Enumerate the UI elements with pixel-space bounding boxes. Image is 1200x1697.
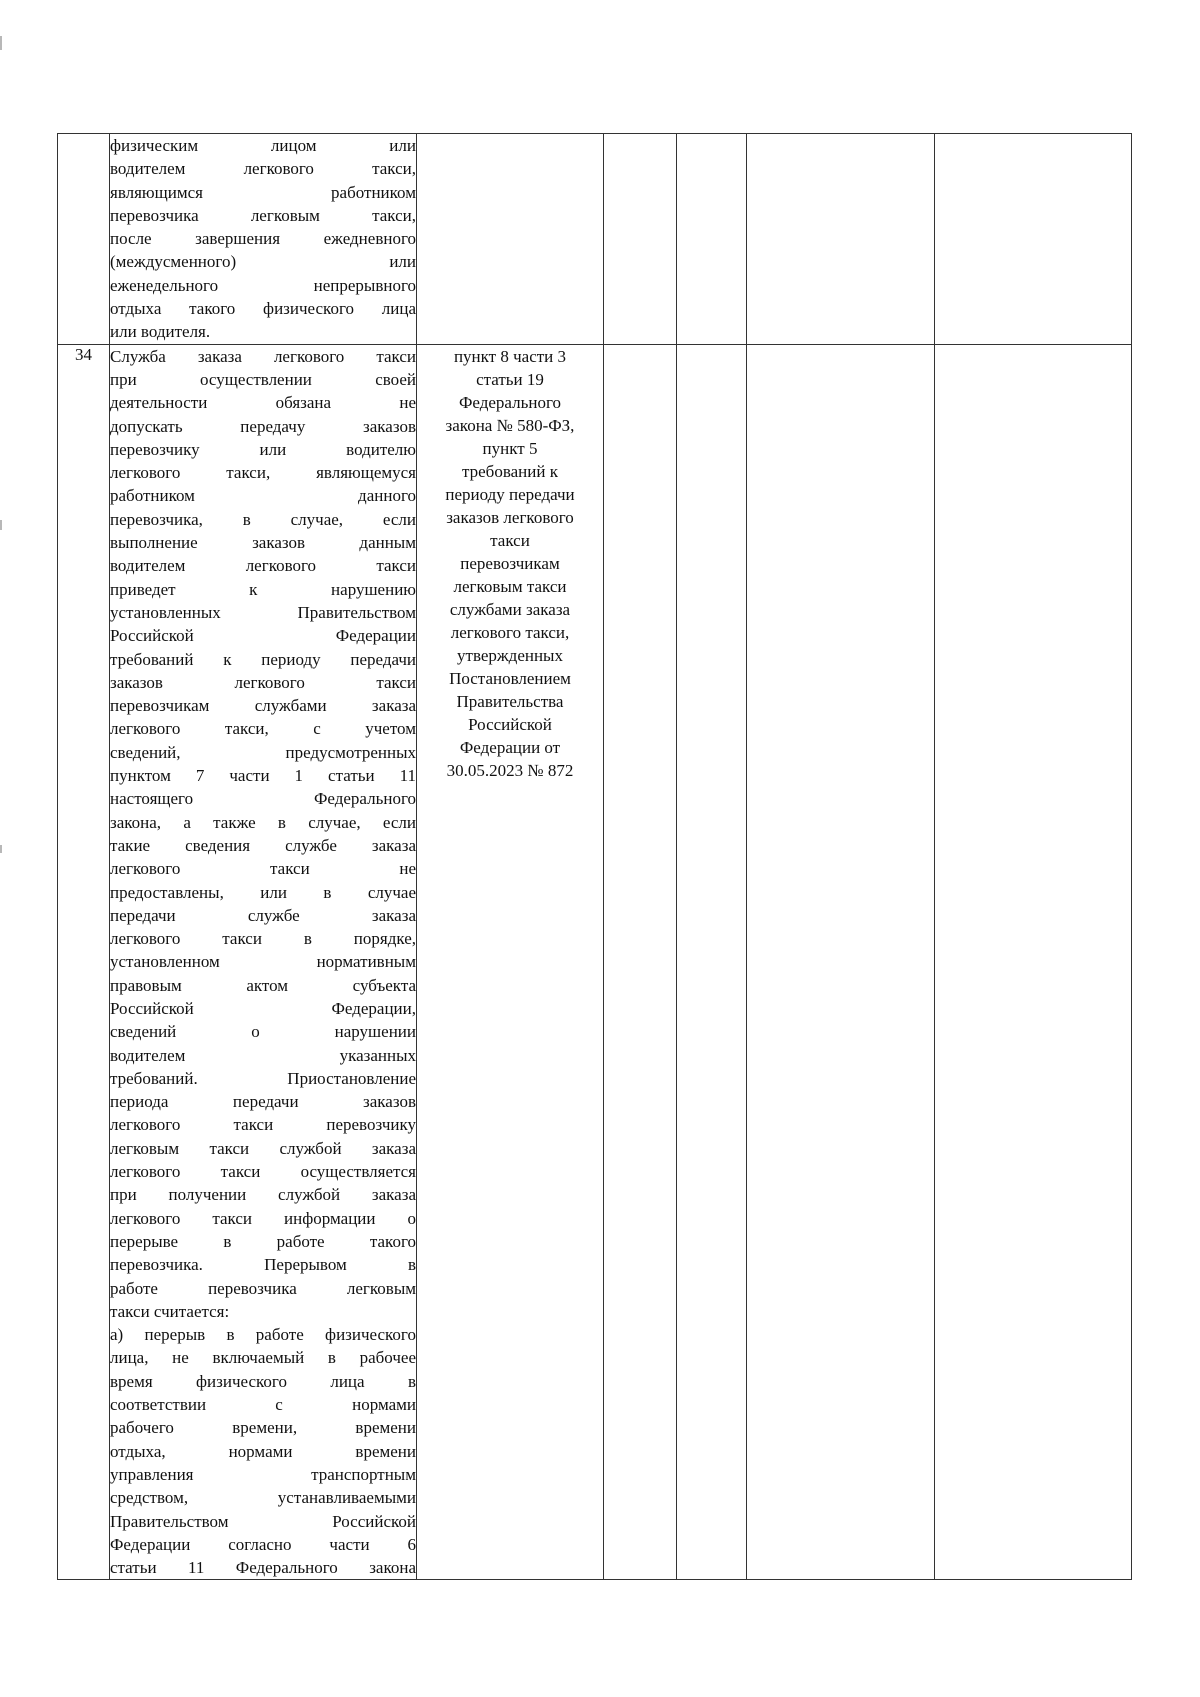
requirement-text-line: легковым такси службой заказа bbox=[110, 1138, 416, 1158]
requirement-text-line: водителем легкового такси, bbox=[110, 159, 416, 179]
legal-basis-cell bbox=[417, 344, 604, 1580]
legal-basis-text-line: заказов легкового bbox=[446, 507, 574, 527]
requirement-text-line: требований к периоду передачи bbox=[110, 649, 416, 669]
empty-cell bbox=[747, 134, 935, 345]
requirement-text-line: или водителя. bbox=[110, 322, 211, 342]
requirement-text-line: перевозчика легковым такси, bbox=[110, 205, 416, 225]
requirement-text-line: передачи службе заказа bbox=[110, 905, 416, 925]
requirement-text-line: перерыве в работе такого bbox=[110, 1231, 416, 1251]
requirement-text-line: легкового такси осуществляется bbox=[110, 1162, 416, 1182]
requirement-text-line: средством, устанавливаемыми bbox=[110, 1488, 416, 1508]
legal-basis-text-line: Российской bbox=[468, 714, 552, 734]
requirement-text-line: закона, а также в случае, если bbox=[110, 812, 416, 832]
legal-basis-text-line: такси bbox=[490, 530, 530, 550]
legal-basis-text-line: Федерации от bbox=[459, 737, 561, 757]
requirements-table bbox=[57, 133, 1132, 1580]
requirement-text-line: Служба заказа легкового такси bbox=[110, 346, 416, 366]
requirement-text-line: легкового такси, являющемуся bbox=[110, 463, 416, 483]
requirement-text-line: а) перерыв в работе физического bbox=[110, 1325, 416, 1345]
requirement-text-line: сведений, предусмотренных bbox=[110, 742, 416, 762]
requirement-text-line: деятельности обязана не bbox=[110, 393, 416, 413]
legal-basis-text-line: 30.05.2023 № 872 bbox=[446, 760, 574, 780]
requirement-text-line: работе перевозчика легковым bbox=[110, 1278, 416, 1298]
requirement-text-line: легкового такси, с учетом bbox=[110, 719, 416, 739]
requirement-text-line: настоящего Федерального bbox=[110, 789, 416, 809]
requirement-text-line: после завершения ежедневного bbox=[110, 229, 416, 249]
legal-basis-text-line: утвержденных bbox=[457, 645, 563, 665]
requirement-text-line: пунктом 7 части 1 статьи 11 bbox=[110, 766, 416, 786]
table-row bbox=[58, 344, 1132, 1580]
requirement-text-line: время физического лица в bbox=[110, 1371, 416, 1391]
empty-cell bbox=[677, 134, 747, 345]
legal-basis-text-line: легкового такси, bbox=[450, 622, 570, 642]
requirement-text-line: требований. Приостановление bbox=[110, 1068, 416, 1088]
scan-margin-mark bbox=[0, 845, 2, 853]
requirement-text-line: легкового такси информации о bbox=[110, 1208, 416, 1228]
requirement-text-line: приведет к нарушению bbox=[110, 579, 416, 599]
legal-basis-text-line: пункт 8 части 3 bbox=[453, 346, 567, 366]
legal-basis-text-line: Правительства bbox=[456, 691, 564, 711]
requirement-text-line: перевозчикам службами заказа bbox=[110, 696, 416, 716]
requirement-text-line: лица, не включаемый в рабочее bbox=[110, 1348, 416, 1368]
requirement-text-line: перевозчика, в случае, если bbox=[110, 509, 416, 529]
requirement-text-line: Российской Федерации bbox=[110, 626, 416, 646]
legal-basis-text-line: статьи 19 bbox=[476, 369, 544, 389]
requirement-text-line: предоставлены, или в случае bbox=[110, 882, 416, 902]
legal-basis-text-line: пункт 5 bbox=[482, 438, 538, 458]
requirement-text-line: (междусменного) или bbox=[110, 252, 416, 272]
empty-cell bbox=[935, 344, 1132, 1580]
table-row bbox=[58, 134, 1132, 345]
requirement-text-line: работником данного bbox=[110, 486, 416, 506]
requirement-text-line: соответствии с нормами bbox=[110, 1395, 416, 1415]
requirement-text-line: водителем легкового такси bbox=[110, 556, 416, 576]
requirement-text-line: легкового такси не bbox=[110, 859, 416, 879]
scan-margin-mark bbox=[0, 520, 2, 530]
empty-cell bbox=[604, 344, 677, 1580]
legal-basis-text-line: перевозчикам bbox=[460, 553, 560, 573]
legal-basis-cell bbox=[417, 134, 604, 345]
requirement-text-line: сведений о нарушении bbox=[110, 1022, 416, 1042]
requirement-cell bbox=[110, 134, 417, 345]
requirement-text-line: перевозчика. Перерывом в bbox=[110, 1255, 416, 1275]
row-number: 34 bbox=[75, 344, 92, 364]
requirement-text-line: допускать передачу заказов bbox=[110, 416, 416, 436]
requirement-text-line: еженедельного непрерывного bbox=[110, 275, 416, 295]
legal-basis-text-line: легковым такси bbox=[453, 576, 567, 596]
empty-cell bbox=[677, 344, 747, 1580]
requirement-text-line: такси считается: bbox=[110, 1301, 230, 1321]
requirement-cell bbox=[110, 344, 417, 1580]
requirement-text-line: легкового такси перевозчику bbox=[110, 1115, 416, 1135]
requirement-text-line: установленном нормативным bbox=[110, 952, 416, 972]
empty-cell bbox=[747, 344, 935, 1580]
legal-basis-text-line: службами заказа bbox=[449, 599, 571, 619]
requirement-text-line: отдыха, нормами времени bbox=[110, 1441, 416, 1461]
legal-basis-text-line: Постановлением bbox=[449, 668, 571, 688]
requirement-text-line: статьи 11 Федерального закона bbox=[110, 1558, 416, 1578]
row-number-cell bbox=[58, 344, 110, 1580]
requirement-text-line: Правительством Российской bbox=[110, 1511, 416, 1531]
requirement-text-line: периода передачи заказов bbox=[110, 1092, 416, 1112]
requirement-text-line: перевозчику или водителю bbox=[110, 439, 416, 459]
requirement-text-line: рабочего времени, времени bbox=[110, 1418, 416, 1438]
requirement-text-line: выполнение заказов данным bbox=[110, 533, 416, 553]
requirement-text-line: установленных Правительством bbox=[110, 602, 416, 622]
legal-basis-text-line: требований к bbox=[462, 461, 558, 481]
requirement-text-line: Федерации согласно части 6 bbox=[110, 1534, 416, 1554]
requirement-text-line: отдыха такого физического лица bbox=[110, 299, 416, 319]
requirement-text-line: управления транспортным bbox=[110, 1464, 416, 1484]
row-number-cell bbox=[58, 134, 110, 345]
requirement-text-line: заказов легкового такси bbox=[110, 672, 416, 692]
requirement-text-line: являющимся работником bbox=[110, 182, 416, 202]
scan-margin-mark bbox=[0, 36, 2, 50]
legal-basis-text-line: периоду передачи bbox=[445, 484, 575, 504]
requirement-text-line: при получении службой заказа bbox=[110, 1185, 416, 1205]
requirement-text-line: физическим лицом или bbox=[110, 136, 416, 155]
requirement-text-line: правовым актом субъекта bbox=[110, 975, 416, 995]
requirement-text-line: Российской Федерации, bbox=[110, 998, 416, 1018]
legal-basis-text-line: Федерального bbox=[458, 392, 562, 412]
requirement-text-line: при осуществлении своей bbox=[110, 369, 416, 389]
requirement-text-line: легкового такси в порядке, bbox=[110, 929, 416, 949]
empty-cell bbox=[935, 134, 1132, 345]
legal-basis-text-line: закона № 580-ФЗ, bbox=[445, 415, 575, 435]
requirement-text-line: такие сведения службе заказа bbox=[110, 835, 416, 855]
empty-cell bbox=[604, 134, 677, 345]
requirement-text-line: водителем указанных bbox=[110, 1045, 416, 1065]
